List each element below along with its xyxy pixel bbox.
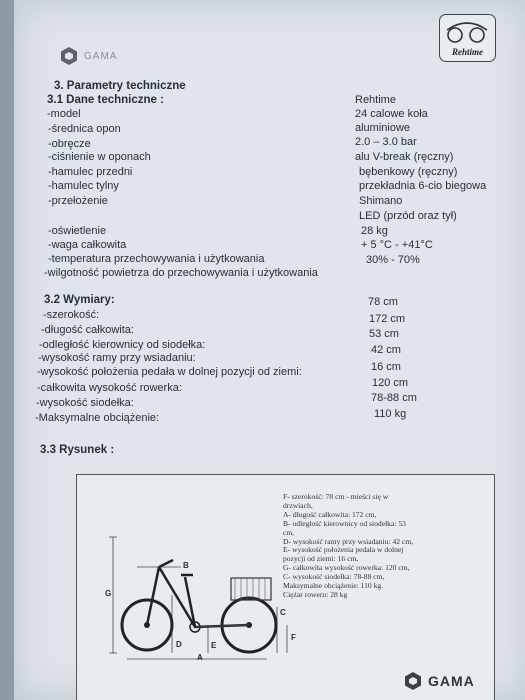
label-d: D bbox=[176, 640, 182, 649]
document-page bbox=[14, 0, 525, 700]
tech-label: -wilgotność powietrza do przechowywania i użytkowania bbox=[44, 267, 318, 279]
tech-value: 24 calowe koła bbox=[355, 108, 428, 120]
spec-line: C- wysokość siodełka: 78-88 cm, bbox=[283, 572, 385, 582]
tech-value: alu V-break (ręczny) bbox=[355, 151, 454, 163]
dim-label: -długość całkowita: bbox=[41, 324, 134, 336]
spec-line: Maksymalne obciążenie: 110 kg. bbox=[283, 581, 384, 591]
dim-label: -całkowita wysokość rowerka: bbox=[37, 382, 182, 394]
subsection-title: 3.1 Dane techniczne : bbox=[47, 94, 164, 106]
tech-value: 30% - 70% bbox=[366, 254, 420, 266]
tech-value: Rehtime bbox=[355, 94, 396, 106]
tech-label: -hamulec przedni bbox=[48, 166, 133, 178]
tech-value: przekładnia 6-cio biegowa bbox=[359, 180, 487, 192]
spec-line: pozycji od ziemi: 16 cm, bbox=[283, 554, 359, 564]
tech-label: -ciśnienie w oponach bbox=[48, 151, 151, 163]
tech-label: -oświetlenie bbox=[48, 225, 107, 237]
tech-value: Shimano bbox=[359, 195, 403, 207]
spec-line: G- całkowita wysokość rowerka: 120 cm, bbox=[283, 563, 410, 573]
rehtime-badge bbox=[439, 14, 496, 62]
label-c: C bbox=[280, 608, 286, 617]
gama-logo-bottom-icon bbox=[403, 671, 423, 691]
gama-logo-text: GAMA bbox=[84, 50, 118, 62]
label-e: E bbox=[211, 641, 217, 650]
spec-line: cm, bbox=[283, 527, 295, 537]
dim-value: 172 cm bbox=[369, 313, 406, 325]
tech-label: -średnica opon bbox=[48, 123, 121, 135]
dim-value: 53 cm bbox=[369, 328, 399, 340]
dim-label: -wysokość ramy przy wsiadaniu: bbox=[38, 352, 196, 364]
tech-value: bębenkowy (ręczny) bbox=[359, 166, 458, 178]
dim-label: -odległość kierownicy od siodełka: bbox=[39, 339, 206, 351]
dim-value: 16 cm bbox=[371, 361, 401, 373]
tech-label: -waga całkowita bbox=[48, 239, 127, 251]
dim-value: 120 cm bbox=[372, 377, 409, 389]
label-b: B bbox=[183, 561, 189, 570]
spec-line: B- odległość kierownicy od siodełka: 53 bbox=[283, 518, 406, 528]
label-a: A bbox=[197, 653, 203, 662]
dims-title: 3.2 Wymiary: bbox=[44, 294, 115, 306]
spec-line: Ciężar roweru: 28 kg bbox=[283, 589, 348, 599]
spec-line: A- długość całkowita: 172 cm, bbox=[283, 509, 377, 519]
dim-value: 110 kg bbox=[374, 408, 407, 420]
tech-label: -temperatura przechowywania i użytkowania bbox=[48, 253, 265, 265]
tech-label: -przełożenie bbox=[48, 195, 108, 207]
dim-label: -wysokość położenia pedała w dolnej pozycji od ziemi: bbox=[37, 366, 302, 378]
tech-value: 28 kg bbox=[361, 225, 388, 237]
bike-icon bbox=[441, 18, 493, 46]
tech-value: LED (przód oraz tył) bbox=[359, 210, 457, 222]
bike-drawing bbox=[76, 474, 495, 700]
dim-label: -szerokość: bbox=[43, 309, 100, 321]
gama-logo-bottom-text: GAMA bbox=[428, 673, 475, 689]
frame bbox=[147, 560, 249, 627]
spec-line: F- szerokość: 78 cm - mieści się w bbox=[283, 492, 389, 501]
gama-logo bbox=[59, 46, 117, 66]
label-f: F bbox=[291, 633, 296, 642]
dim-value: 78 cm bbox=[368, 296, 398, 308]
section-title: 3. Parametry techniczne bbox=[54, 80, 186, 92]
label-g: G bbox=[105, 589, 112, 598]
tech-label: -model bbox=[47, 108, 81, 120]
tech-label: -obręcze bbox=[48, 138, 91, 150]
spec-line: drzwiach, bbox=[283, 500, 313, 510]
dim-label: -wysokość siodełka: bbox=[36, 397, 134, 409]
drawing-title: 3.3 Rysunek : bbox=[40, 444, 115, 456]
rehtime-badge-label: Rehtime bbox=[452, 47, 483, 57]
tech-value: aluminiowe bbox=[355, 122, 411, 134]
gama-logo-bottom bbox=[403, 671, 475, 691]
drawing-specs bbox=[283, 493, 413, 600]
dim-label: -Maksymalne obciążenie: bbox=[35, 412, 160, 424]
tech-value: + 5 °C - +41°C bbox=[361, 239, 433, 251]
tech-value: 2.0 – 3.0 bar bbox=[355, 136, 417, 148]
spec-line: E- wysokość położenia pedała w dolnej bbox=[283, 545, 404, 555]
spec-line: D- wysokość ramy przy wsiadaniu: 42 cm, bbox=[283, 536, 414, 546]
gama-logo-icon bbox=[59, 46, 79, 66]
dim-value: 78-88 cm bbox=[371, 392, 417, 404]
tech-label: -hamulec tylny bbox=[48, 180, 119, 192]
dim-value: 42 cm bbox=[371, 344, 401, 356]
